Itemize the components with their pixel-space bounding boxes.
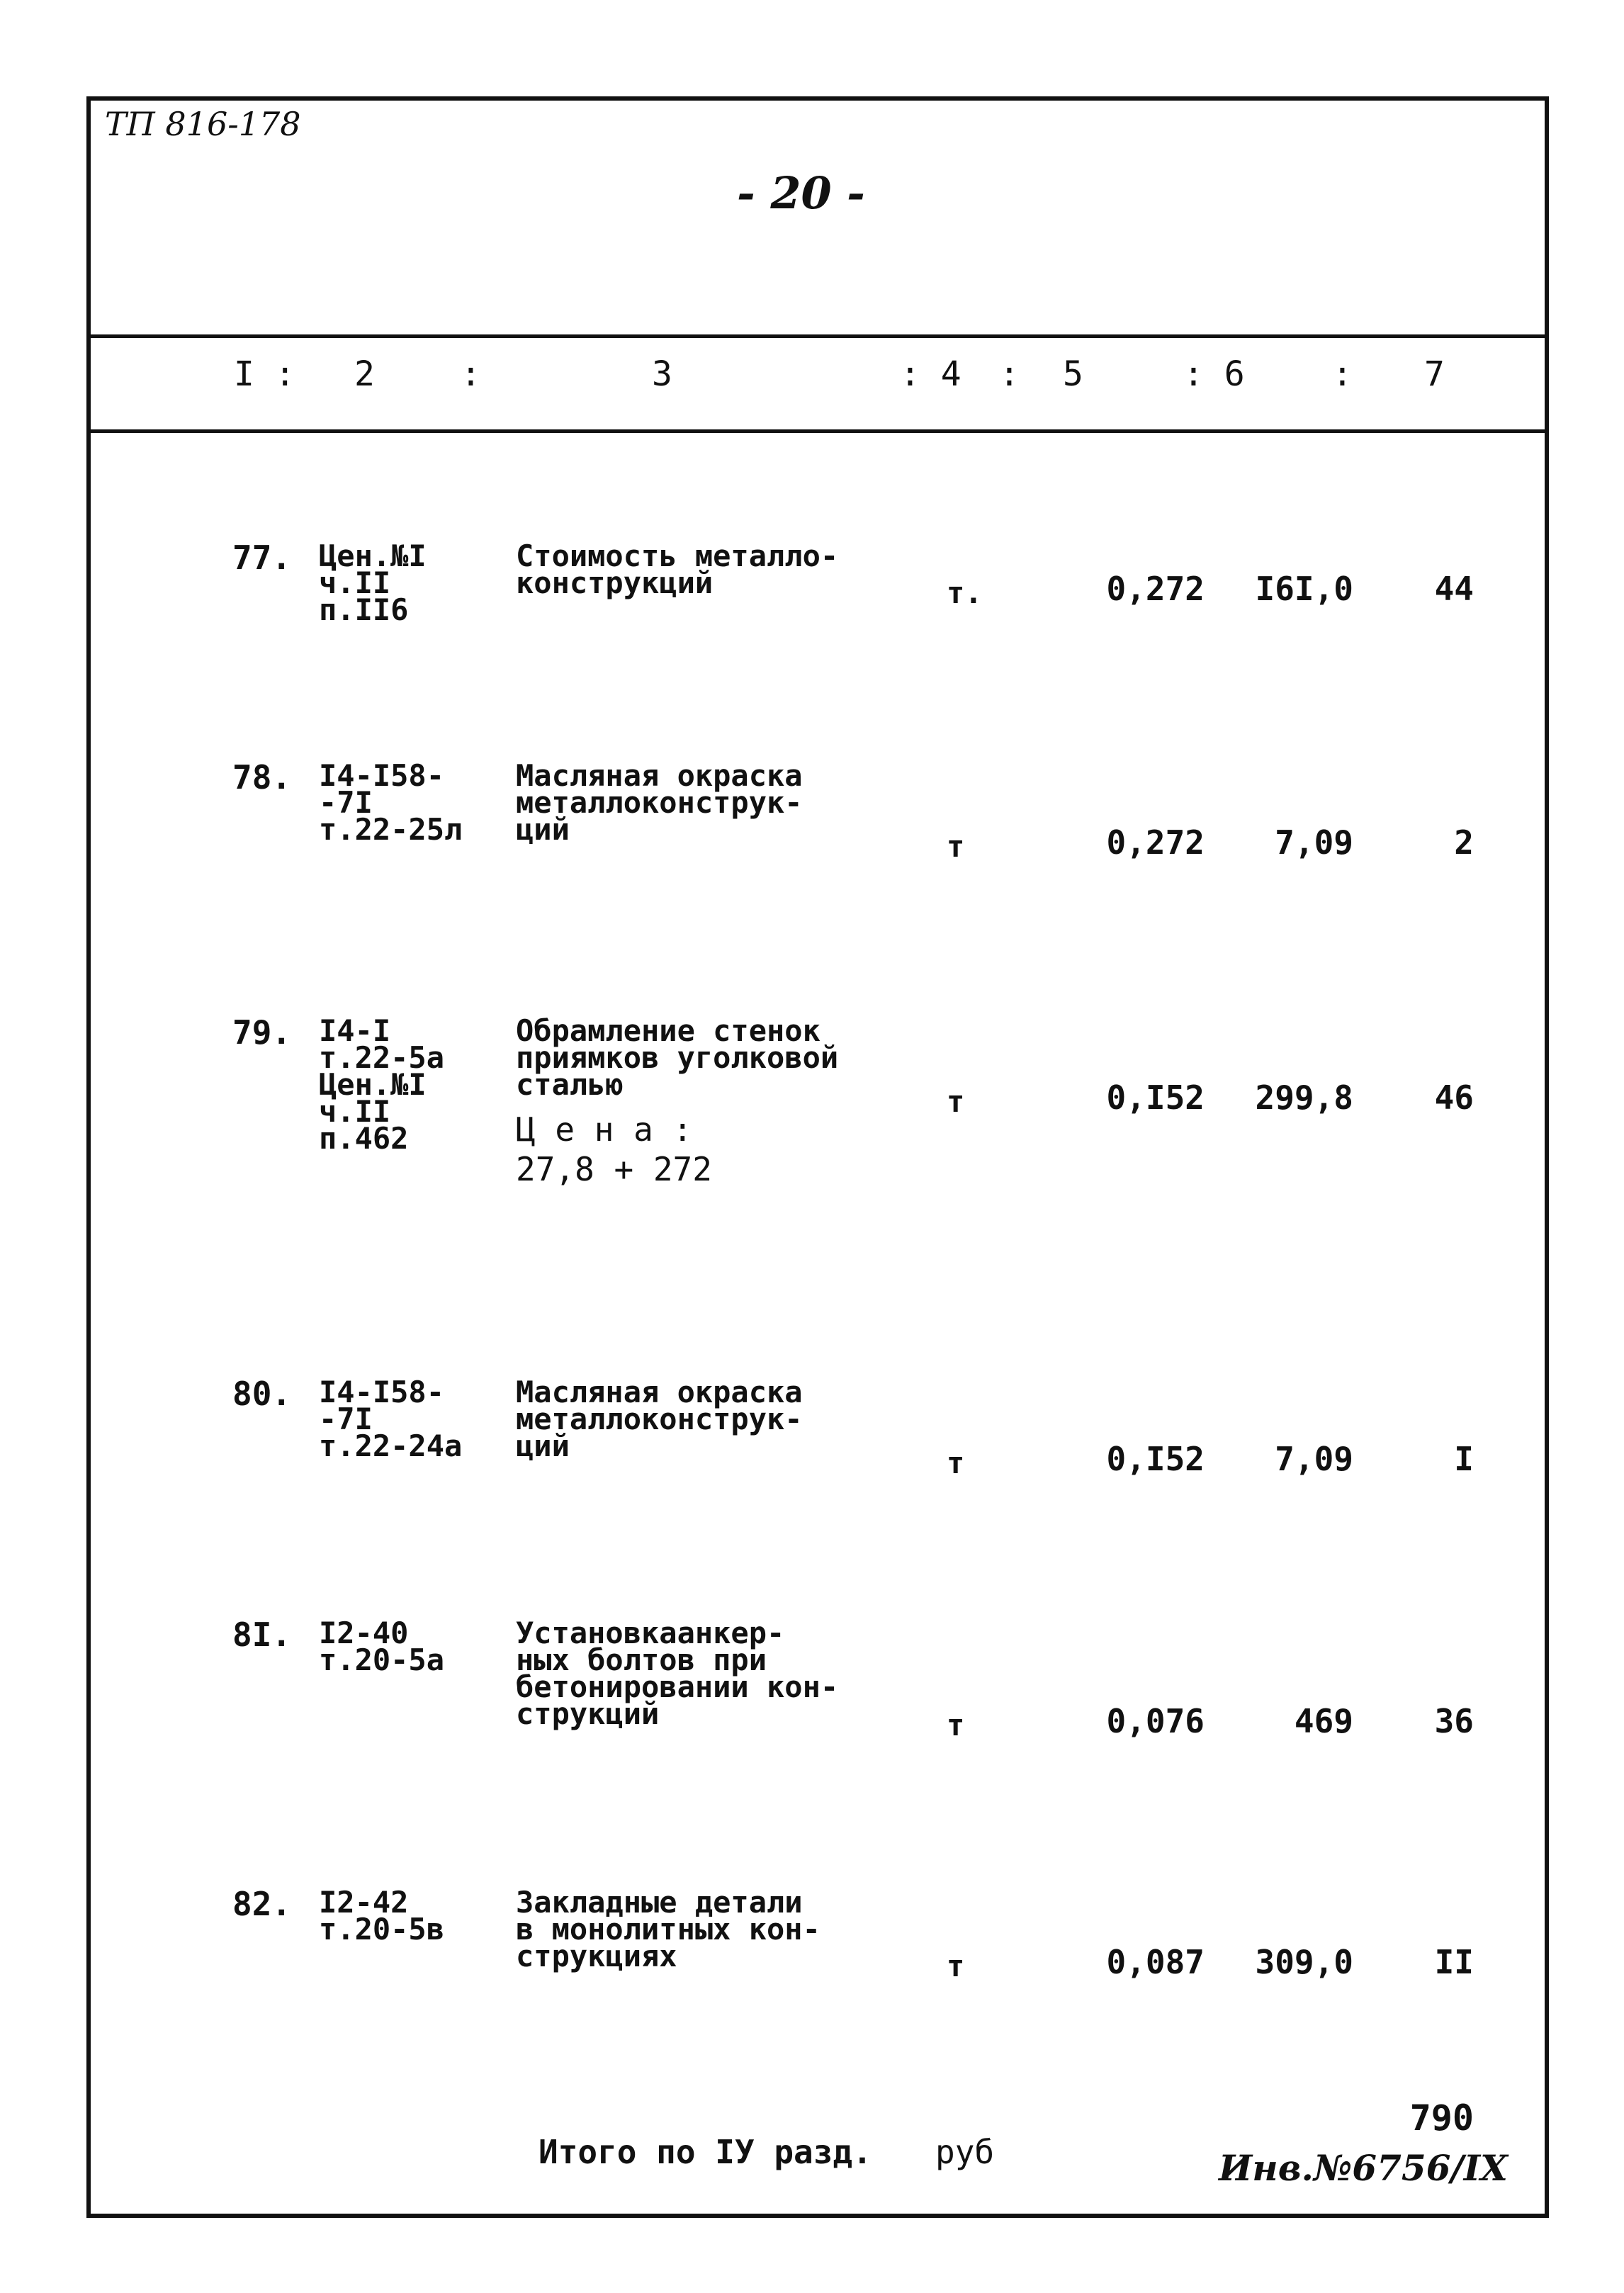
row-price: 7,09 xyxy=(1275,1440,1353,1478)
row-unit: т xyxy=(947,1446,965,1480)
row-price: 299,8 xyxy=(1255,1078,1353,1117)
row-number: 77. xyxy=(232,539,292,577)
column-header-row xyxy=(0,354,1624,411)
row-number: 82. xyxy=(232,1885,292,1923)
row-total: 46 xyxy=(1434,1078,1474,1117)
row-reference: Цен.№I ч.II п.II6 xyxy=(319,539,427,627)
column-header: : xyxy=(1332,354,1353,394)
row-unit: т xyxy=(947,1708,965,1742)
page-number: - 20 - xyxy=(737,167,865,219)
row-price: 7,09 xyxy=(1275,823,1353,862)
summary-unit: руб xyxy=(935,2133,995,2171)
row-quantity: 0,087 xyxy=(1106,1943,1205,1981)
row-total: 2 xyxy=(1454,823,1474,862)
column-header: : xyxy=(461,354,481,394)
row-quantity: 0,I52 xyxy=(1106,1440,1205,1478)
document-code: ТП 816-178 xyxy=(105,105,301,143)
row-description: Стоимость металло- конструкций xyxy=(516,539,839,600)
row-number: 80. xyxy=(232,1375,292,1413)
row-reference: I2-42 т.20-5в xyxy=(319,1885,445,1946)
row-description: Масляная окраска металлоконструк- ций xyxy=(516,1375,803,1463)
row-quantity: 0,272 xyxy=(1106,570,1205,608)
column-header: 3 xyxy=(652,354,672,394)
row-number: 8I. xyxy=(232,1616,292,1654)
row-total: 44 xyxy=(1434,570,1474,608)
column-header: I : xyxy=(234,354,295,394)
row-reference: I2-40 т.20-5а xyxy=(319,1616,445,1677)
row-unit: т xyxy=(947,1949,965,1983)
row-reference: I4-I58- -7I т.22-24а xyxy=(319,1375,463,1463)
row-price: 469 xyxy=(1294,1702,1353,1740)
column-header: 2 xyxy=(354,354,375,394)
row-number: 78. xyxy=(232,758,292,796)
header-divider xyxy=(86,334,1549,338)
row-price: 309,0 xyxy=(1255,1943,1353,1981)
column-header: 7 xyxy=(1424,354,1445,394)
inventory-stamp: Инв.№6756/IX xyxy=(1219,2147,1508,2189)
row-reference: I4-I т.22-5а Цен.№I ч.II п.462 xyxy=(319,1013,445,1156)
row-reference: I4-I58- -7I т.22-25л xyxy=(319,758,463,847)
summary-label: Итого по IУ разд. xyxy=(538,2133,872,2171)
row-price: I6I,0 xyxy=(1255,570,1353,608)
column-header: 5 xyxy=(1063,354,1083,394)
row-unit: т. xyxy=(947,575,983,610)
row-unit: т xyxy=(947,829,965,864)
column-header: : 6 xyxy=(1183,354,1245,394)
row-description: Обрамление стенок приямков уголковой сталью xyxy=(516,1013,839,1102)
row-total: I xyxy=(1454,1440,1474,1478)
row-description: Масляная окраска металлоконструк- ций xyxy=(516,758,803,847)
column-header: : 4 xyxy=(900,354,962,394)
row-quantity: 0,I52 xyxy=(1106,1078,1205,1117)
row-description: Закладные детали в монолитных кон- струкциях xyxy=(516,1885,821,1973)
row-total: II xyxy=(1434,1943,1474,1981)
row-quantity: 0,272 xyxy=(1106,823,1205,862)
row-quantity: 0,076 xyxy=(1106,1702,1205,1740)
row-description: Установкаанкер- ных болтов при бетонировании кон- струкций xyxy=(516,1616,839,1731)
column-header-divider xyxy=(86,429,1549,433)
summary-total: 790 xyxy=(1409,2097,1474,2139)
row-unit: т xyxy=(947,1084,965,1119)
column-header: : xyxy=(999,354,1020,394)
row-total: 36 xyxy=(1434,1702,1474,1740)
price-note: Ц е н а : 27,8 + 272 xyxy=(516,1110,712,1188)
row-number: 79. xyxy=(232,1013,292,1052)
